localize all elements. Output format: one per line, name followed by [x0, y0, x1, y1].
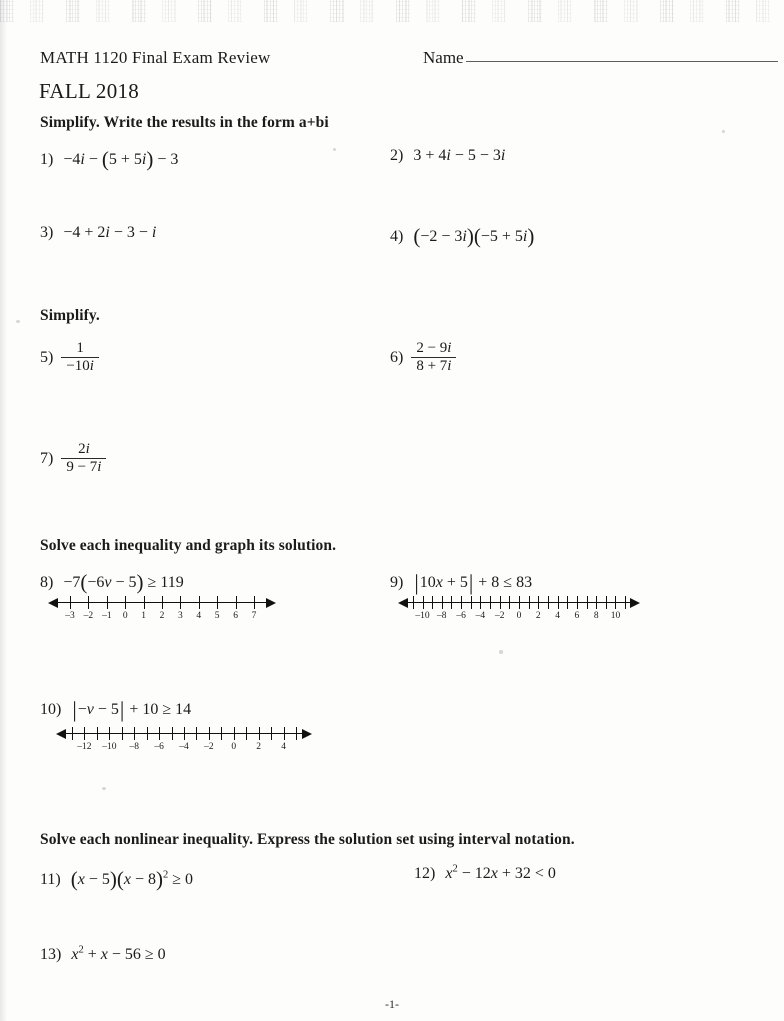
numberline-tick-label: –2: [494, 611, 505, 621]
numberline-tick-label: 8: [593, 611, 599, 621]
numberline-tick: [500, 596, 501, 609]
scan-noise-artifact: [0, 0, 784, 22]
numberline-problem-8: [48, 594, 276, 621]
section-heading-inequalities: Solve each inequality and graph its solution.: [40, 537, 337, 554]
problem-9: [390, 570, 532, 596]
arrow-left-icon: [398, 598, 408, 608]
problem-expression: 3 + 4i − 5 − 3i: [413, 147, 506, 164]
fraction-denominator: 9 − 7i: [61, 458, 106, 476]
arrow-right-icon: [302, 729, 312, 739]
arrow-right-icon: [266, 598, 276, 608]
numberline-tick-label: –6: [456, 611, 466, 621]
problem-expression: |−v − 5| + 10 ≥ 14: [72, 697, 192, 722]
scan-speck: [102, 787, 106, 790]
numberline-tick: [84, 727, 85, 740]
scan-speck: [722, 130, 725, 133]
scan-speck: [333, 148, 336, 151]
fraction-numerator: 2i: [78, 441, 90, 457]
numberline-tick: [134, 727, 135, 740]
numberline-tick-label: –6: [154, 742, 164, 752]
numberline-tick: [254, 596, 255, 609]
numberline-tick: [413, 596, 414, 609]
problem-13: [40, 945, 166, 964]
numberline-tick: [451, 596, 452, 609]
numberline-tick: [423, 596, 424, 609]
problem-number: 9): [390, 574, 404, 591]
numberline-tick: [234, 727, 235, 740]
numberline-tick-label: –8: [437, 611, 447, 621]
numberline-tick: [162, 596, 163, 609]
problem-expression: (−2 − 3i)(−5 + 5i): [413, 224, 535, 248]
problem-3: [40, 224, 156, 242]
numberline-tick: [259, 727, 260, 740]
numberline-tick: [72, 727, 73, 740]
numberline-tick-label: 4: [196, 611, 202, 621]
numberline-tick: [490, 596, 491, 609]
arrow-left-icon: [48, 598, 58, 608]
name-field[interactable]: [423, 48, 778, 68]
problem-12: [414, 864, 556, 883]
problem-10: [40, 697, 191, 723]
name-field-label: Name: [423, 48, 464, 67]
problem-5: [40, 341, 101, 376]
fraction: [61, 340, 99, 375]
numberline-tick-label: 0: [122, 611, 128, 621]
numberline-tick: [538, 596, 539, 609]
course-title: MATH 1120 Final Exam Review: [40, 48, 271, 67]
numberline-tick: [125, 596, 126, 609]
numberline-tick: [236, 596, 237, 609]
numberline-tick: [147, 727, 148, 740]
problem-number: 10): [40, 701, 62, 718]
scan-speck: [499, 650, 503, 654]
numberline-tick: [271, 727, 272, 740]
numberline-tick: [172, 727, 173, 740]
fraction-denominator: 8 + 7i: [411, 357, 456, 375]
numberline-tick: [296, 727, 297, 740]
numberline-tick-label: –4: [179, 742, 189, 752]
numberline-tick-label: 2: [159, 611, 165, 621]
numberline-tick-label: –10: [415, 611, 430, 621]
numberline-tick: [587, 596, 588, 609]
numberline-tick: [70, 596, 71, 609]
problem-expression: −7(−6v − 5) ≥ 119: [63, 570, 184, 594]
problem-11: [40, 867, 193, 892]
numberline-tick-label: –3: [65, 611, 75, 621]
problem-number: 3): [40, 224, 54, 241]
page-number: -1-: [385, 997, 399, 1011]
numberline-tick-label: 7: [251, 611, 257, 621]
numberline-tick-label: 4: [555, 611, 560, 621]
numberline-tick: [159, 727, 160, 740]
numberline-tick-label: 2: [256, 742, 262, 752]
problem-expression: $x^2 + x - 56 \ge 0$: [71, 945, 166, 964]
problem-4: [390, 224, 534, 249]
problem-number: 6): [390, 349, 404, 367]
numberline-tick: [122, 727, 123, 740]
numberline-tick: [625, 596, 626, 609]
numberline-tick: [199, 596, 200, 609]
problem-number: 2): [390, 147, 404, 164]
fraction-numerator: 1: [76, 340, 84, 356]
problem-number: 11): [40, 871, 61, 888]
scan-speck: [16, 320, 20, 323]
fraction-numerator: 2 − 9i: [416, 340, 452, 356]
fraction-denominator: −10i: [61, 357, 99, 375]
numberline-tick: [509, 596, 510, 609]
numberline-tick-label: 3: [178, 611, 183, 621]
section-heading-nonlinear: Solve each nonlinear inequality. Express the solution set using interval notation.: [40, 831, 575, 848]
numberline-tick: [480, 596, 481, 609]
problem-number: 12): [414, 865, 436, 883]
numberline-tick: [196, 727, 197, 740]
name-field-rule[interactable]: [466, 61, 778, 62]
numberline-tick: [221, 727, 222, 740]
numberline-tick: [432, 596, 433, 609]
numberline-tick-label: 0: [516, 611, 522, 621]
section-heading-complex-form: Simplify. Write the results in the form a+bi: [40, 114, 329, 131]
numberline-tick: [184, 727, 185, 740]
numberline-tick: [567, 596, 568, 609]
numberline-tick: [442, 596, 443, 609]
section-heading-simplify: Simplify.: [40, 307, 100, 324]
numberline-tick-label: –1: [102, 611, 112, 621]
numberline-tick: [606, 596, 607, 609]
numberline-axis: [48, 594, 276, 612]
numberline-tick: [548, 596, 549, 609]
numberline-tick: [109, 727, 110, 740]
numberline-tick: [217, 596, 218, 609]
numberline-tick: [88, 596, 89, 609]
numberline-tick-label: 4: [281, 742, 286, 752]
problem-number: 5): [40, 349, 54, 367]
arrow-right-icon: [630, 598, 640, 608]
problem-number: 8): [40, 574, 54, 591]
numberline-tick: [529, 596, 530, 609]
numberline-tick: [577, 596, 578, 609]
numberline-problem-9: [398, 594, 640, 621]
arrow-left-icon: [56, 729, 66, 739]
problem-number: 7): [40, 450, 54, 468]
numberline-tick: [615, 596, 616, 609]
numberline-tick-label: –4: [475, 611, 486, 621]
problem-number: 4): [390, 228, 404, 245]
numberline-tick-label: 0: [231, 742, 237, 752]
problem-6: [390, 341, 458, 376]
numberline-tick: [558, 596, 559, 609]
fraction: [61, 441, 106, 476]
numberline-tick: [471, 596, 472, 609]
numberline-tick: [519, 596, 520, 609]
numberline-tick-label: –10: [102, 742, 117, 752]
problem-number: 1): [40, 151, 54, 168]
problem-7: [40, 442, 108, 477]
numberline-tick-label: –8: [129, 742, 139, 752]
problem-8: [40, 570, 184, 595]
term-title: FALL 2018: [39, 79, 140, 103]
numberline-tick-label: –12: [77, 742, 92, 752]
numberline-tick-label: –2: [83, 611, 94, 621]
numberline-tick-label: 6: [574, 611, 580, 621]
numberline-tick-label: 10: [610, 611, 621, 621]
fraction: [411, 340, 456, 375]
problem-2: [390, 147, 505, 165]
numberline-tick: [461, 596, 462, 609]
numberline-tick: [209, 727, 210, 740]
numberline-tick-label: 2: [535, 611, 541, 621]
numberline-tick-label: 1: [141, 611, 146, 621]
scan-edge-shading: [0, 0, 7, 1021]
numberline-tick: [246, 727, 247, 740]
numberline-tick-label: 6: [233, 611, 238, 621]
problem-number: 13): [40, 946, 62, 964]
numberline-problem-10: [56, 725, 312, 752]
problem-1: [40, 147, 178, 172]
numberline-tick: [284, 727, 285, 740]
numberline-tick: [107, 596, 108, 609]
problem-expression: $(x - 5)(x - 8)^2 \ge 0$: [70, 867, 194, 891]
problem-expression: |10x + 5| + 8 ≤ 83: [414, 570, 533, 595]
numberline-tick-label: 5: [214, 611, 220, 621]
numberline-tick: [596, 596, 597, 609]
numberline-axis: [56, 725, 312, 743]
problem-expression: $x^2 - 12x + 32 < 0$: [445, 864, 556, 883]
numberline-tick: [180, 596, 181, 609]
problem-expression: −4i − (5 + 5i) − 3: [63, 147, 179, 171]
numberline-tick: [144, 596, 145, 609]
numberline-tick-label: –2: [204, 742, 214, 752]
numberline-axis: [398, 594, 640, 612]
problem-expression: −4 + 2i − 3 − i: [63, 224, 157, 241]
numberline-tick: [97, 727, 98, 740]
